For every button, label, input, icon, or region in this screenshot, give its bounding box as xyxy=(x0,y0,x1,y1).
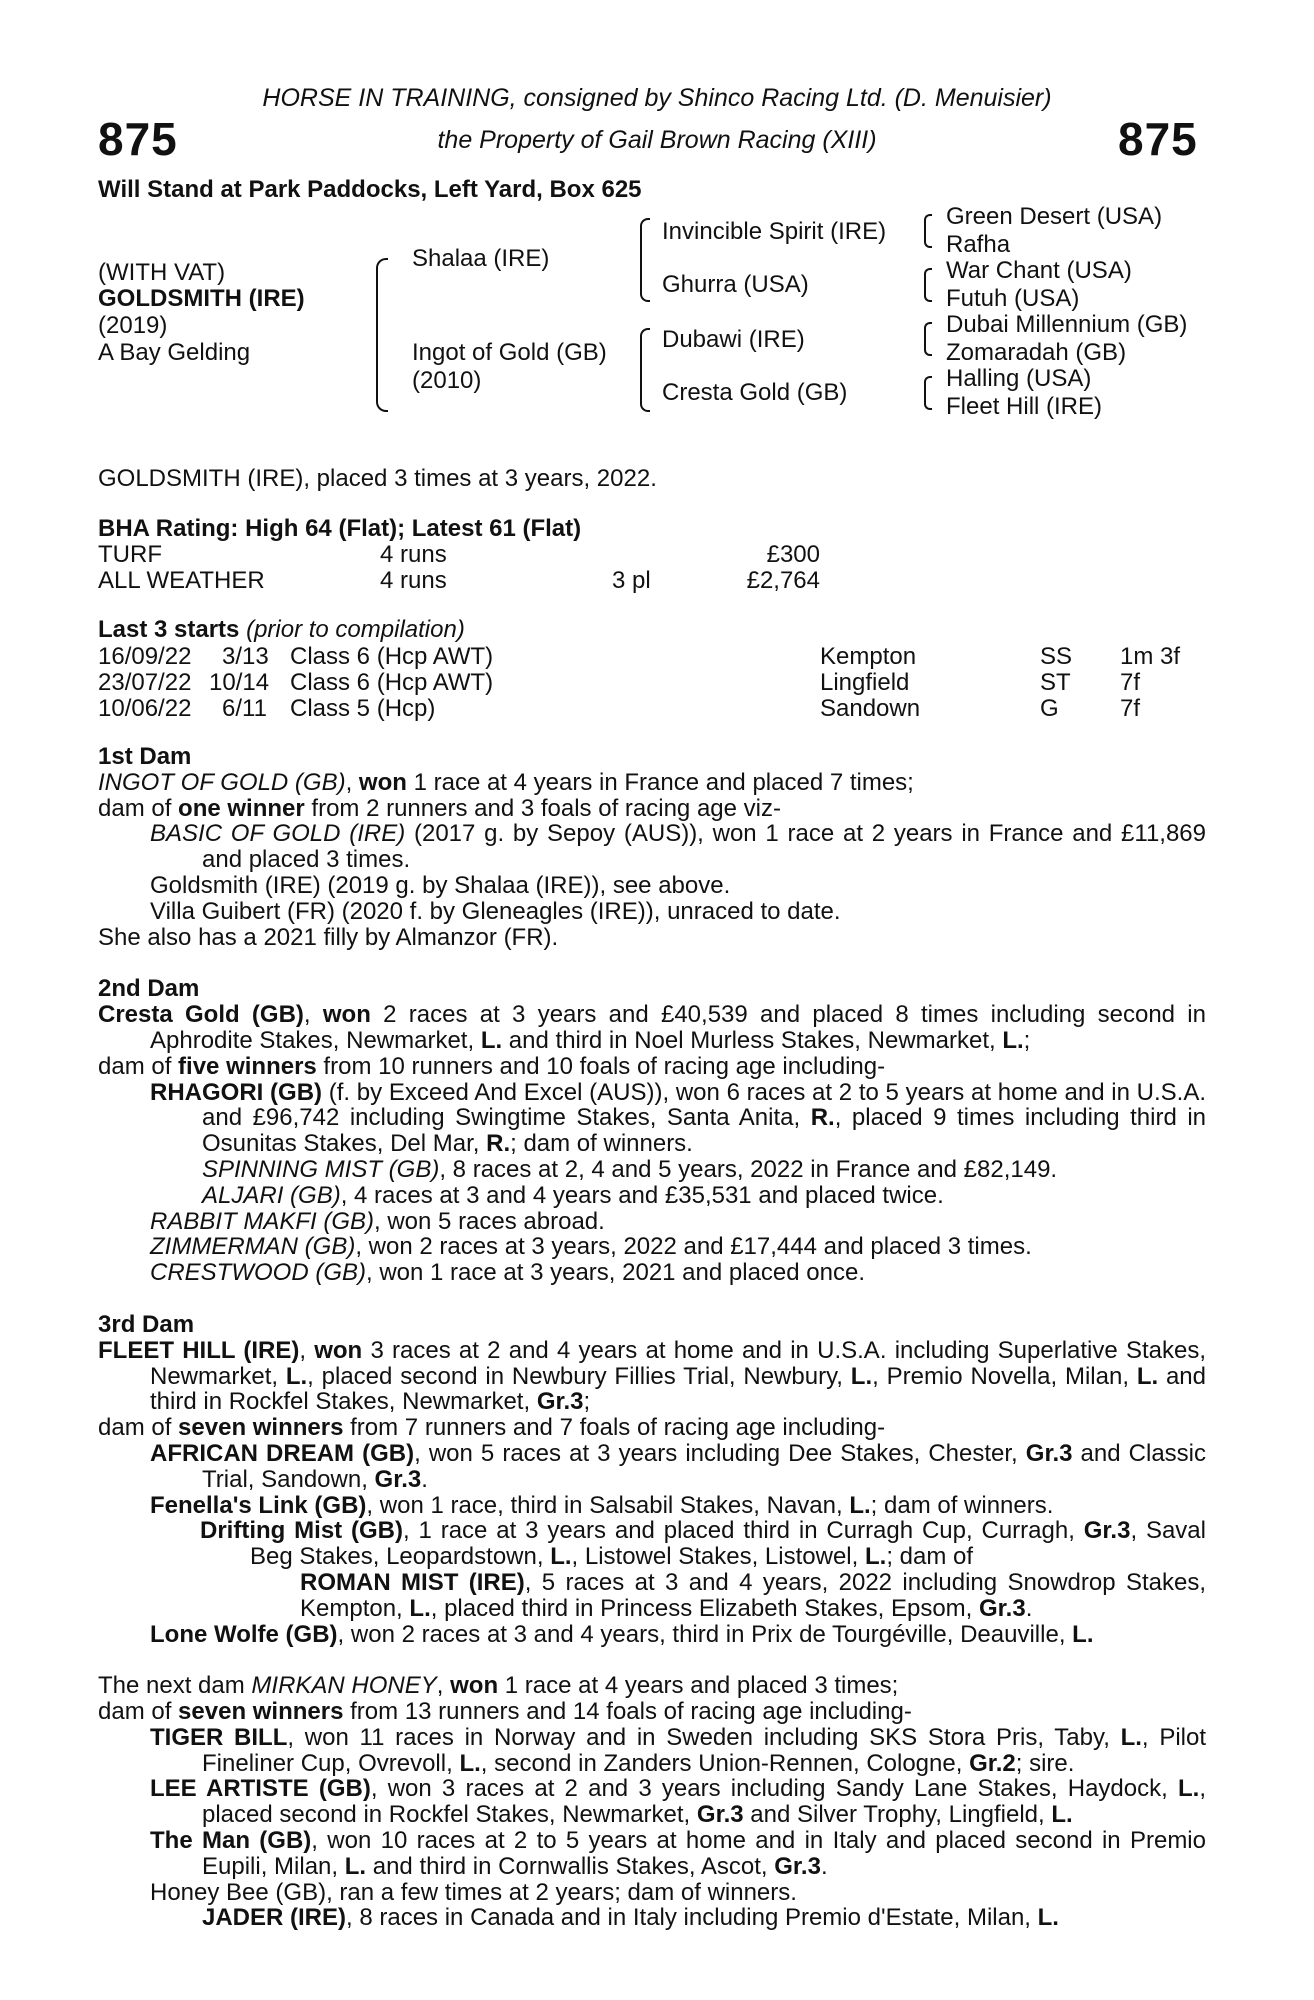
start-3-going: G xyxy=(1040,695,1059,722)
dam-year: (2010) xyxy=(412,367,482,394)
dam2-aljari: ALJARI (GB), 4 races at 3 and 4 years and £35,531 and placed twice. xyxy=(202,1181,944,1209)
dam3-drifting-mist: Drifting Mist (GB), 1 race at 3 years and placed third in Curragh Cup, Curragh, Gr.3, Saval Beg Stakes, Leopardstown, L., Listowel Stakes, Listowel, L.; dam of xyxy=(200,1517,1206,1571)
dam1-line1: INGOT OF GOLD (GB), won 1 race at 4 years in France and placed 7 times; xyxy=(98,768,914,796)
rating-row-1-surface: TURF xyxy=(98,541,162,568)
rating-title: BHA Rating: High 64 (Flat); Latest 61 (Flat) xyxy=(98,515,582,542)
nextdam-line1: The next dam MIRKAN HONEY, won 1 race at 4 years and placed 3 times; xyxy=(98,1672,899,1700)
start-2-date: 23/07/22 xyxy=(98,669,192,696)
consignor-line: HORSE IN TRAINING, consigned by Shinco Racing Ltd. (D. Menuisier) xyxy=(262,84,1052,112)
start-3-course: Sandown xyxy=(820,695,921,722)
gen3-6: Zomaradah (GB) xyxy=(946,339,1127,366)
start-2-class: Class 6 (Hcp AWT) xyxy=(290,669,494,696)
lot-number-left: 875 xyxy=(98,113,178,165)
dam1-produce-2: Goldsmith (IRE) (2019 g. by Shalaa (IRE)), see above. xyxy=(150,871,731,899)
sire-name: Shalaa (IRE) xyxy=(412,245,550,272)
dam3-lone-wolfe: Lone Wolfe (GB), won 2 races at 3 and 4 years, third in Prix de Tourgéville, Deauville, L. xyxy=(150,1620,1094,1648)
dam-name: Ingot of Gold (GB) xyxy=(412,339,607,366)
nextdam-honey-bee: Honey Bee (GB), ran a few times at 2 years; dam of winners. xyxy=(150,1878,797,1906)
start-2-course: Lingfield xyxy=(820,669,910,696)
dam3-title: 3rd Dam xyxy=(98,1310,195,1338)
start-2-dist: 7f xyxy=(1120,669,1141,696)
rating-row-1-runs: 4 runs xyxy=(380,541,447,568)
dam1-title: 1st Dam xyxy=(98,743,192,770)
pedigree-brace-ss xyxy=(924,214,932,248)
nextdam-tiger-bill: TIGER BILL, won 11 races in Norway and in Sweden including SKS Stora Pris, Taby, L., Pilot Fineliner Cup, Ovrevoll, L., second in Zanders Union-Rennen, Cologne, Gr.2; sire. xyxy=(150,1723,1207,1777)
dam1-produce-3: Villa Guibert (FR) (2020 f. by Gleneagles (IRE)), unraced to date. xyxy=(150,897,841,925)
starts-title: Last 3 starts xyxy=(98,616,240,643)
start-3-pos: 6/11 xyxy=(222,695,267,722)
start-1-class: Class 6 (Hcp AWT) xyxy=(290,643,494,670)
dam2-title: 2nd Dam xyxy=(98,975,200,1003)
dam-dam: Cresta Gold (GB) xyxy=(662,379,848,406)
rating-row-2-earnings: £2,764 xyxy=(746,567,820,594)
rating-row-2-runs: 4 runs xyxy=(380,567,447,594)
rating-row-2-placed: 3 pl xyxy=(612,567,651,594)
start-3-dist: 7f xyxy=(1120,695,1141,722)
sire-dam: Ghurra (USA) xyxy=(662,271,809,298)
dam2-line2: dam of five winners from 10 runners and 10 foals of racing age including- xyxy=(98,1052,886,1080)
pedigree-brace-ds xyxy=(924,322,932,356)
start-3-date: 10/06/22 xyxy=(98,695,192,722)
gen3-5: Dubai Millennium (GB) xyxy=(946,311,1188,338)
dam2-rabbit-makfi: RABBIT MAKFI (GB), won 5 races abroad. xyxy=(150,1207,605,1235)
start-3-class: Class 5 (Hcp) xyxy=(290,695,436,722)
location-line: Will Stand at Park Paddocks, Left Yard, Box 625 xyxy=(98,176,642,203)
starts-note: (prior to compilation) xyxy=(246,616,465,643)
start-1-course: Kempton xyxy=(820,643,917,670)
nextdam-line2: dam of seven winners from 13 runners and 14 foals of racing age including- xyxy=(98,1698,912,1726)
start-2-pos: 10/14 xyxy=(209,669,270,696)
lot-number-right: 875 xyxy=(1118,113,1198,165)
pedigree-brace-main xyxy=(376,258,388,412)
horse-name: GOLDSMITH (IRE) xyxy=(98,285,305,312)
gen3-2: Rafha xyxy=(946,231,1011,258)
start-1-dist: 1m 3f xyxy=(1120,643,1181,670)
dam1-produce-4: She also has a 2021 filly by Almanzor (FR). xyxy=(98,923,559,951)
start-2-going: ST xyxy=(1040,669,1071,696)
pedigree-brace-dd xyxy=(924,376,932,410)
family-section xyxy=(98,744,1206,1931)
dam2-rhagori: RHAGORI (GB) (f. by Exceed And Excel (AUS)), won 6 races at 2 to 5 years at home and in U.S.A. and £96,742 including Swingtime Stakes, Santa Anita, R., placed 9 times including third in Osunitas Stakes, Del Mar, R.; dam of winners. xyxy=(150,1078,1207,1158)
nextdam-lee-artiste: LEE ARTISTE (GB), won 3 races at 2 and 3 years including Sandy Lane Stakes, Haydock, L., placed second in Rockfel Stakes, Newmarket, Gr.3 and Silver Trophy, Lingfield, L. xyxy=(150,1775,1206,1829)
dam1-line2: dam of one winner from 2 runners and 3 foals of racing age viz- xyxy=(98,794,781,822)
dam2-spinning-mist: SPINNING MIST (GB), 8 races at 2, 4 and 5 years, 2022 in France and £82,149. xyxy=(202,1155,1058,1183)
dam-sire: Dubawi (IRE) xyxy=(662,326,805,353)
pedigree-brace-dam xyxy=(640,328,650,412)
dam3-line2: dam of seven winners from 7 runners and 7 foals of racing age including- xyxy=(98,1414,886,1442)
property-line: the Property of Gail Brown Racing (XIII) xyxy=(437,126,877,154)
dam2-crestwood: CRESTWOOD (GB), won 1 race at 3 years, 2021 and placed once. xyxy=(150,1259,865,1287)
race-summary: GOLDSMITH (IRE), placed 3 times at 3 years, 2022. xyxy=(98,465,657,492)
pedigree-brace-sd xyxy=(924,268,932,302)
start-1-date: 16/09/22 xyxy=(98,643,192,670)
vat-note: (WITH VAT) xyxy=(98,259,226,286)
start-1-going: SS xyxy=(1040,643,1073,670)
horse-year: (2019) xyxy=(98,312,168,339)
nextdam-jader: JADER (IRE), 8 races in Canada and in Italy including Premio d'Estate, Milan, L. xyxy=(202,1904,1059,1932)
start-1-pos: 3/13 xyxy=(222,643,269,670)
nextdam-the-man: The Man (GB), won 10 races at 2 to 5 years at home and in Italy and placed second in Premio Eupili, Milan, L. and third in Cornwallis Stakes, Ascot, Gr.3. xyxy=(150,1827,1206,1880)
dam2-line1: Cresta Gold (GB), won 2 races at 3 years and £40,539 and placed 8 times including second in Aphrodite Stakes, Newmarket, L. and third in Noel Murless Stakes, Newmarket, L.; xyxy=(98,1001,1206,1054)
gen3-7: Halling (USA) xyxy=(946,365,1092,392)
horse-description: A Bay Gelding xyxy=(98,339,251,366)
rating-row-1-earnings: £300 xyxy=(766,541,820,568)
dam3-line1: FLEET HILL (IRE), won 3 races at 2 and 4 years at home and in U.S.A. including Superlative Stakes, Newmarket, L., placed second in Newbury Fillies Trial, Newbury, L., Premio Novella, Milan, L. and third in Rockfel Stakes, Newmarket, Gr.3; xyxy=(98,1336,1206,1416)
gen3-1: Green Desert (USA) xyxy=(946,203,1163,230)
dam1-produce-1: BASIC OF GOLD (IRE) (2017 g. by Sepoy (AUS)), won 1 race at 2 years in France and £11,869 and placed 3 times. xyxy=(150,820,1207,874)
rating-row-2-surface: ALL WEATHER xyxy=(98,567,265,594)
starts-heading xyxy=(98,617,465,643)
dam2-zimmerman: ZIMMERMAN (GB), won 2 races at 3 years, 2022 and £17,444 and placed 3 times. xyxy=(150,1233,1032,1261)
dam3-roman-mist: ROMAN MIST (IRE), 5 races at 3 and 4 years, 2022 including Snowdrop Stakes, Kempton, L., placed third in Princess Elizabeth Stakes, Epsom, Gr.3. xyxy=(300,1568,1206,1622)
dam3-fenellas-link: Fenella's Link (GB), won 1 race, third in Salsabil Stakes, Navan, L.; dam of winners. xyxy=(150,1491,1054,1519)
gen3-3: War Chant (USA) xyxy=(946,257,1132,284)
gen3-4: Futuh (USA) xyxy=(946,285,1080,312)
sire-sire: Invincible Spirit (IRE) xyxy=(662,218,887,245)
dam3-african-dream: AFRICAN DREAM (GB), won 5 races at 3 years including Dee Stakes, Chester, Gr.3 and Classic Trial, Sandown, Gr.3. xyxy=(150,1439,1206,1493)
pedigree-brace-sire xyxy=(640,218,650,302)
gen3-8: Fleet Hill (IRE) xyxy=(946,393,1103,420)
